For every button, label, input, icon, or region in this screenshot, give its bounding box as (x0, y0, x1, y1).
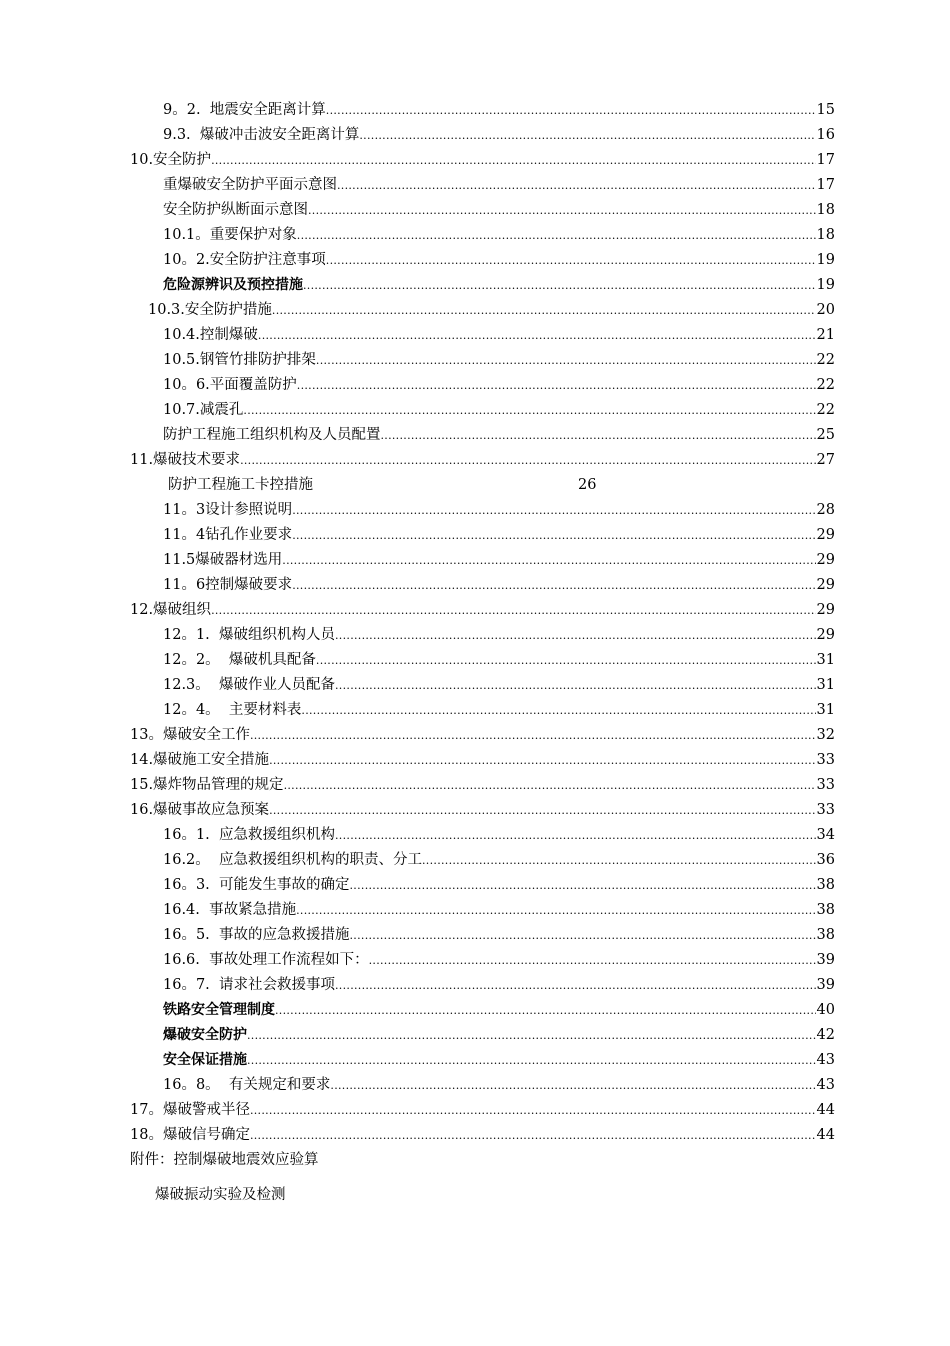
toc-entry-title: 16。8。 有关规定和要求 (163, 1077, 331, 1093)
toc-leader-dots (301, 698, 815, 723)
toc-row (0, 498, 950, 523)
toc-leader-dots (282, 548, 815, 573)
toc-entry[interactable] (163, 423, 835, 448)
toc-leader-dots (335, 823, 816, 848)
toc-row (0, 473, 950, 498)
toc-leader-dots (335, 673, 816, 698)
toc-entry-title: 安全保证措施 (163, 1052, 247, 1068)
toc-leader-dots (316, 348, 816, 373)
toc-row (0, 748, 950, 773)
appendix-title: 附件：控制爆破地震效应验算 (130, 1152, 319, 1168)
toc-entry-title: 11.爆破技术要求 (130, 452, 241, 468)
toc-row (0, 1123, 950, 1148)
toc-entry[interactable] (130, 598, 835, 623)
toc-leader-dots (272, 298, 816, 323)
toc-row (0, 773, 950, 798)
toc-entry-page: 25 (816, 427, 835, 443)
toc-entry-title: 12.爆破组织 (130, 602, 212, 618)
toc-entry-title: 11。4钻孔作业要求 (163, 527, 293, 543)
toc-entry-page: 27 (816, 452, 835, 468)
toc-row (0, 848, 950, 873)
appendix-line-2 (0, 1183, 950, 1208)
toc-leader-dots (330, 1073, 815, 1098)
toc-leader-dots (250, 723, 816, 748)
toc-entry[interactable] (130, 748, 835, 773)
toc-entry[interactable] (163, 523, 835, 548)
toc-entry[interactable] (130, 723, 835, 748)
toc-entry[interactable] (163, 173, 835, 198)
toc-row (0, 1048, 950, 1073)
toc-row (0, 648, 950, 673)
toc-entry-title: 10.安全防护 (130, 152, 212, 168)
toc-leader-dots (335, 623, 816, 648)
toc-entry[interactable] (148, 298, 835, 323)
toc-leader-dots (326, 98, 816, 123)
toc-entry-title: 10.7.减震孔 (163, 402, 244, 418)
toc-entry[interactable] (163, 873, 835, 898)
toc-row (0, 723, 950, 748)
toc-entry-title: 14.爆破施工安全措施 (130, 752, 270, 768)
toc-leader-dots (211, 598, 815, 623)
toc-row (0, 98, 950, 123)
toc-entry-title: 16。3. 可能发生事故的确定 (163, 877, 350, 893)
toc-row (0, 298, 950, 323)
toc-entry-page: 29 (816, 552, 835, 568)
toc-entry-page: 15 (816, 102, 835, 118)
toc-entry-page: 43 (816, 1077, 835, 1093)
toc-entry[interactable] (163, 973, 835, 998)
table-of-contents (0, 98, 950, 1148)
toc-row (0, 823, 950, 848)
toc-entry-title: 10.3.安全防护措施 (148, 302, 272, 318)
toc-entry-page: 17 (816, 177, 835, 193)
toc-leader-dots (296, 898, 815, 923)
toc-entry-page: 28 (816, 502, 835, 518)
toc-entry-page: 18 (816, 227, 835, 243)
toc-leader-dots (350, 873, 816, 898)
toc-entry[interactable] (163, 1073, 835, 1098)
toc-entry[interactable] (130, 773, 835, 798)
toc-entry-title: 11。6控制爆破要求 (163, 577, 293, 593)
toc-entry-title: 铁路安全管理制度 (163, 1002, 275, 1018)
toc-leader-dots (258, 323, 816, 348)
toc-leader-dots (292, 523, 815, 548)
toc-row (0, 948, 950, 973)
toc-entry[interactable] (163, 273, 835, 298)
toc-row (0, 698, 950, 723)
toc-entry-page: 44 (816, 1127, 835, 1143)
toc-entry-title: 16.爆破事故应急预案 (130, 802, 270, 818)
toc-entry[interactable] (163, 848, 835, 873)
toc-entry-page: 31 (816, 702, 835, 718)
toc-entry[interactable] (163, 98, 835, 123)
toc-entry[interactable] (163, 498, 835, 523)
toc-entry[interactable] (163, 398, 835, 423)
toc-entry-page: 26 (578, 477, 597, 493)
toc-leader-dots (292, 498, 815, 523)
toc-row (0, 123, 950, 148)
toc-entry-title: 10。6.平面覆盖防护 (163, 377, 297, 393)
toc-entry-title: 16。1. 应急救援组织机构 (163, 827, 336, 843)
toc-row (0, 198, 950, 223)
toc-entry-title: 16.6. 事故处理工作流程如下： (163, 952, 369, 968)
toc-entry-page: 33 (816, 752, 835, 768)
toc-entry-page: 20 (816, 302, 835, 318)
toc-row (0, 998, 950, 1023)
toc-row (0, 523, 950, 548)
toc-entry-title: 16.4. 事故紧急措施 (163, 902, 297, 918)
toc-entry-title: 重爆破安全防护平面示意图 (163, 177, 337, 193)
toc-row (0, 898, 950, 923)
toc-row (0, 1073, 950, 1098)
toc-entry[interactable] (163, 673, 835, 698)
toc-entry[interactable] (130, 148, 835, 173)
toc-entry-page: 42 (816, 1027, 835, 1043)
toc-entry[interactable] (163, 623, 835, 648)
toc-entry[interactable] (163, 548, 835, 573)
toc-entry-page: 18 (816, 202, 835, 218)
toc-leader-dots (284, 773, 816, 798)
toc-entry-title: 10.1。重要保护对象 (163, 227, 297, 243)
toc-leader-dots (247, 1023, 816, 1048)
toc-row (0, 273, 950, 298)
toc-entry-page: 33 (816, 777, 835, 793)
toc-entry-title: 13。爆破安全工作 (130, 727, 250, 743)
toc-entry[interactable] (163, 998, 835, 1023)
toc-entry-page: 16 (816, 127, 835, 143)
toc-entry-page: 39 (816, 952, 835, 968)
toc-entry-title: 12。1. 爆破组织机构人员 (163, 627, 336, 643)
toc-row (0, 623, 950, 648)
toc-entry-title: 17。爆破警戒半径 (130, 1102, 250, 1118)
toc-entry-title: 9.3. 爆破冲击波安全距离计算 (163, 127, 360, 143)
toc-row (0, 223, 950, 248)
toc-entry[interactable] (130, 448, 835, 473)
toc-leader-dots (337, 173, 816, 198)
toc-entry-title: 危险源辨识及预控措施 (163, 277, 303, 293)
toc-entry-title: 防护工程施工组织机构及人员配置 (163, 427, 381, 443)
toc-leader-dots (326, 248, 816, 273)
toc-entry-title: 11.5爆破器材选用 (163, 552, 283, 568)
toc-entry[interactable] (130, 1098, 835, 1123)
toc-leader-dots (243, 398, 815, 423)
toc-entry[interactable] (163, 923, 835, 948)
toc-row (0, 448, 950, 473)
toc-entry-title: 10。2.安全防护注意事项 (163, 252, 326, 268)
toc-entry-page: 29 (816, 602, 835, 618)
toc-row (0, 348, 950, 373)
toc-row (0, 423, 950, 448)
toc-row (0, 398, 950, 423)
toc-entry-title: 16。5. 事故的应急救援措施 (163, 927, 350, 943)
toc-entry-page: 22 (816, 377, 835, 393)
toc-row (0, 598, 950, 623)
toc-entry-page: 29 (816, 627, 835, 643)
toc-entry-page: 38 (816, 877, 835, 893)
toc-entry-page: 22 (816, 352, 835, 368)
toc-entry-page: 32 (816, 727, 835, 743)
toc-entry-title: 12。4。 主要材料表 (163, 702, 302, 718)
toc-entry-page: 34 (816, 827, 835, 843)
toc-entry-page: 17 (816, 152, 835, 168)
toc-entry[interactable] (163, 898, 835, 923)
toc-leader-dots (303, 273, 816, 298)
toc-entry[interactable] (163, 1023, 835, 1048)
toc-entry-page: 19 (816, 252, 835, 268)
toc-row (0, 873, 950, 898)
toc-entry[interactable] (163, 698, 835, 723)
toc-leader-dots (381, 423, 816, 448)
toc-entry-page: 38 (816, 902, 835, 918)
toc-row (0, 1098, 950, 1123)
toc-leader-dots (297, 223, 816, 248)
toc-entry-page: 43 (816, 1052, 835, 1068)
toc-entry[interactable] (163, 323, 835, 348)
toc-entry-page: 29 (816, 577, 835, 593)
toc-row (0, 798, 950, 823)
toc-row (0, 248, 950, 273)
toc-entry-page: 40 (816, 1002, 835, 1018)
toc-entry-title: 10.4.控制爆破 (163, 327, 258, 343)
toc-leader-dots (211, 148, 815, 173)
toc-entry[interactable] (163, 573, 835, 598)
toc-entry[interactable] (130, 1123, 835, 1148)
toc-leader-dots (247, 1048, 816, 1073)
toc-row (0, 373, 950, 398)
toc-leader-dots (335, 973, 816, 998)
toc-entry-page: 29 (816, 527, 835, 543)
toc-entry-page: 38 (816, 927, 835, 943)
toc-entry-title: 安全防护纵断面示意图 (163, 202, 308, 218)
toc-entry-title: 18。爆破信号确定 (130, 1127, 250, 1143)
toc-row (0, 1023, 950, 1048)
toc-row (0, 148, 950, 173)
toc-leader-dots (316, 648, 816, 673)
toc-row (0, 548, 950, 573)
toc-row (0, 573, 950, 598)
toc-leader-dots (240, 448, 815, 473)
toc-entry[interactable] (163, 198, 835, 223)
toc-entry-title: 爆破安全防护 (163, 1027, 247, 1043)
toc-entry-title: 16.2。 应急救援组织机构的职责、分工 (163, 852, 423, 868)
toc-entry-page: 44 (816, 1102, 835, 1118)
toc-entry[interactable] (163, 248, 835, 273)
toc-row (0, 323, 950, 348)
toc-entry-page: 19 (816, 277, 835, 293)
toc-entry[interactable] (130, 798, 835, 823)
toc-leader-dots (297, 373, 816, 398)
toc-leader-dots (269, 748, 815, 773)
toc-leader-dots (250, 1098, 816, 1123)
toc-entry-page: 22 (816, 402, 835, 418)
toc-row (0, 923, 950, 948)
toc-entry[interactable] (163, 373, 835, 398)
toc-leader-dots (422, 848, 816, 873)
toc-entry-title: 15.爆炸物品管理的规定 (130, 777, 284, 793)
toc-leader-dots (292, 573, 815, 598)
toc-entry[interactable] (163, 123, 835, 148)
toc-entry-page: 39 (816, 977, 835, 993)
toc-leader-dots (308, 198, 816, 223)
toc-entry-page: 21 (816, 327, 835, 343)
toc-leader-dots (275, 998, 816, 1023)
toc-leader-dots (269, 798, 815, 823)
toc-entry-title: 12。2。 爆破机具配备 (163, 652, 316, 668)
toc-entry-page: 36 (816, 852, 835, 868)
toc-row (0, 673, 950, 698)
toc-leader-dots (350, 923, 816, 948)
toc-entry[interactable] (163, 823, 835, 848)
toc-leader-dots (250, 1123, 816, 1148)
toc-entry-title: 10.5.钢管竹排防护排架 (163, 352, 316, 368)
toc-entry-title: 16。7. 请求社会救援事项 (163, 977, 336, 993)
toc-row (0, 173, 950, 198)
toc-entry-page: 31 (816, 677, 835, 693)
toc-row (0, 973, 950, 998)
toc-entry[interactable] (163, 348, 835, 373)
appendix-line-1 (0, 1148, 950, 1173)
toc-entry[interactable] (163, 1048, 835, 1073)
toc-entry-page: 33 (816, 802, 835, 818)
toc-entry-title: 9。2. 地震安全距离计算 (163, 102, 326, 118)
toc-entry[interactable] (163, 223, 835, 248)
toc-entry-page: 31 (816, 652, 835, 668)
toc-entry[interactable] (163, 648, 835, 673)
toc-entry-title: 11。3设计参照说明 (163, 502, 293, 518)
toc-entry[interactable] (163, 948, 835, 973)
toc-entry-title: 12.3。 爆破作业人员配备 (163, 677, 336, 693)
toc-entry-title: 防护工程施工卡控措施 (168, 477, 313, 493)
toc-leader-dots (369, 948, 816, 973)
toc-leader-dots (359, 123, 815, 148)
appendix-item: 爆破振动实验及检测 (155, 1187, 286, 1203)
